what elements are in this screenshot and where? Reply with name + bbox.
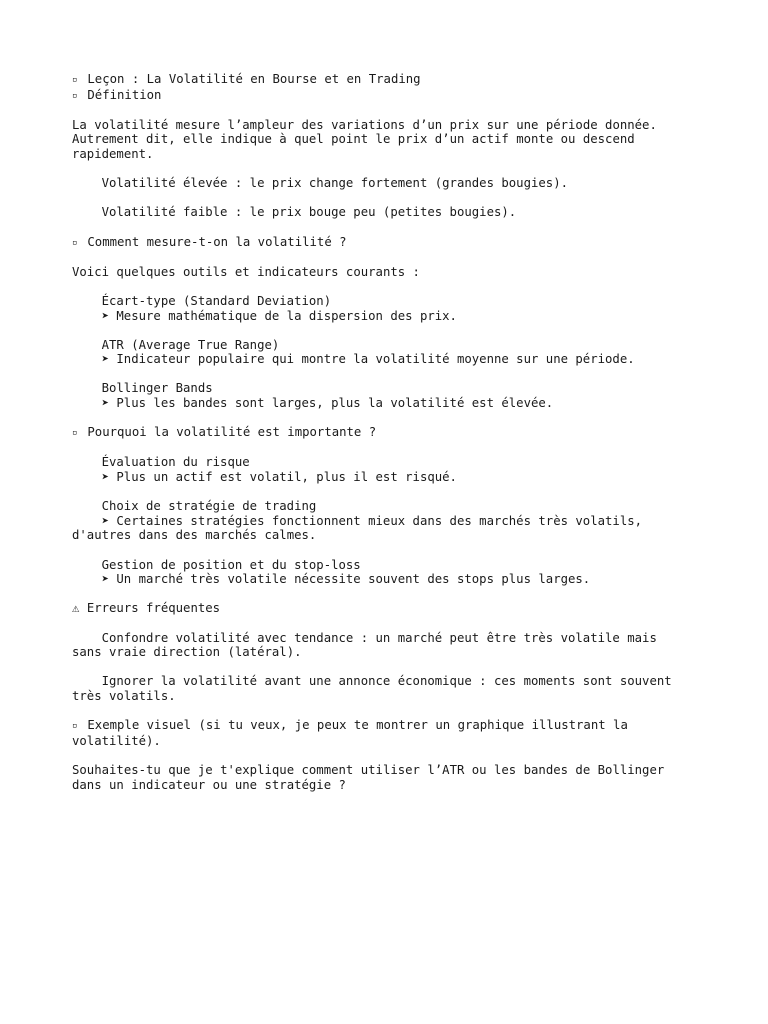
- warning-icon: ⚠: [72, 601, 80, 616]
- measure-intro: Voici quelques outils et indicateurs courants :: [72, 264, 420, 279]
- error-item-2-line-1: Ignorer la volatilité avant une annonce économique : ces moments sont souvent: [101, 674, 672, 689]
- importance-heading-line: [72, 425, 712, 441]
- measure-heading: Comment mesure-t-on la volatilité ?: [87, 234, 347, 249]
- tool-name-bollinger: Bollinger Bands: [101, 381, 213, 396]
- tool-name-atr: ATR (Average True Range): [101, 337, 280, 352]
- high-volatility-item: Volatilité élevée : le prix change fortement (grandes bougies).: [101, 176, 569, 191]
- error-item-1-line-2: sans vraie direction (latéral).: [72, 645, 302, 660]
- definition-paragraph: La volatilité mesure l’ampleur des variations d’un prix sur une période donnée. Autrement dit, elle indique à quel point le prix d’un actif monte ou descend rapidement.: [72, 117, 657, 161]
- definition-heading: Définition: [87, 87, 162, 102]
- error-item-1-line-1: Confondre volatilité avec tendance : un marché peut être très volatile mais: [101, 630, 657, 645]
- tool-desc-std: ➤ Mesure mathématique de la dispersion des prix.: [101, 308, 457, 323]
- example-line-2: volatilité).: [72, 733, 161, 748]
- definition-heading-line: [72, 88, 712, 104]
- low-volatility-item: Volatilité faible : le prix bouge peu (petites bougies).: [101, 205, 517, 220]
- importance-desc-position: ➤ Un marché très volatile nécessite souvent des stops plus larges.: [101, 572, 591, 587]
- importance-name-strategy: Choix de stratégie de trading: [101, 499, 317, 514]
- square-bullet-icon: ▫: [72, 75, 78, 85]
- errors-heading: Erreurs fréquentes: [86, 601, 221, 616]
- importance-name-risk: Évaluation du risque: [101, 455, 250, 470]
- tool-name-std: Écart-type (Standard Deviation): [101, 293, 332, 308]
- example-line-1: [72, 718, 712, 734]
- tool-desc-bollinger: ➤ Plus les bandes sont larges, plus la volatilité est élevée.: [101, 396, 554, 411]
- document-page: [72, 72, 712, 792]
- lesson-title-line: [72, 72, 712, 88]
- square-bullet-icon: ▫: [72, 90, 78, 101]
- closing-line-2: dans un indicateur ou une stratégie ?: [72, 777, 346, 792]
- square-bullet-icon: ▫: [72, 428, 78, 439]
- tool-desc-atr: ➤ Indicateur populaire qui montre la volatilité moyenne sur une période.: [101, 352, 635, 367]
- measure-heading-line: [72, 235, 712, 251]
- importance-desc-risk: ➤ Plus un actif est volatil, plus il est risqué.: [101, 470, 457, 485]
- importance-heading: Pourquoi la volatilité est importante ?: [87, 425, 377, 440]
- errors-heading-line: [72, 601, 712, 616]
- example-text: Exemple visuel (si tu veux, je peux te montrer un graphique illustrant la: [87, 718, 628, 733]
- importance-name-position: Gestion de position et du stop-loss: [101, 557, 361, 572]
- square-bullet-icon: ▫: [72, 721, 78, 732]
- square-bullet-icon: ▫: [72, 237, 78, 248]
- closing-line-1: Souhaites-tu que je t'explique comment utiliser l’ATR ou les bandes de Bollinger: [72, 762, 665, 777]
- importance-desc-strategy: ➤ Certaines stratégies fonctionnent mieux dans des marchés très volatils,: [101, 513, 643, 528]
- error-item-2-line-2: très volatils.: [72, 688, 176, 703]
- importance-desc-strategy-cont: d'autres dans des marchés calmes.: [72, 528, 317, 543]
- lesson-title: Leçon : La Volatilité en Bourse et en Trading: [87, 72, 421, 86]
